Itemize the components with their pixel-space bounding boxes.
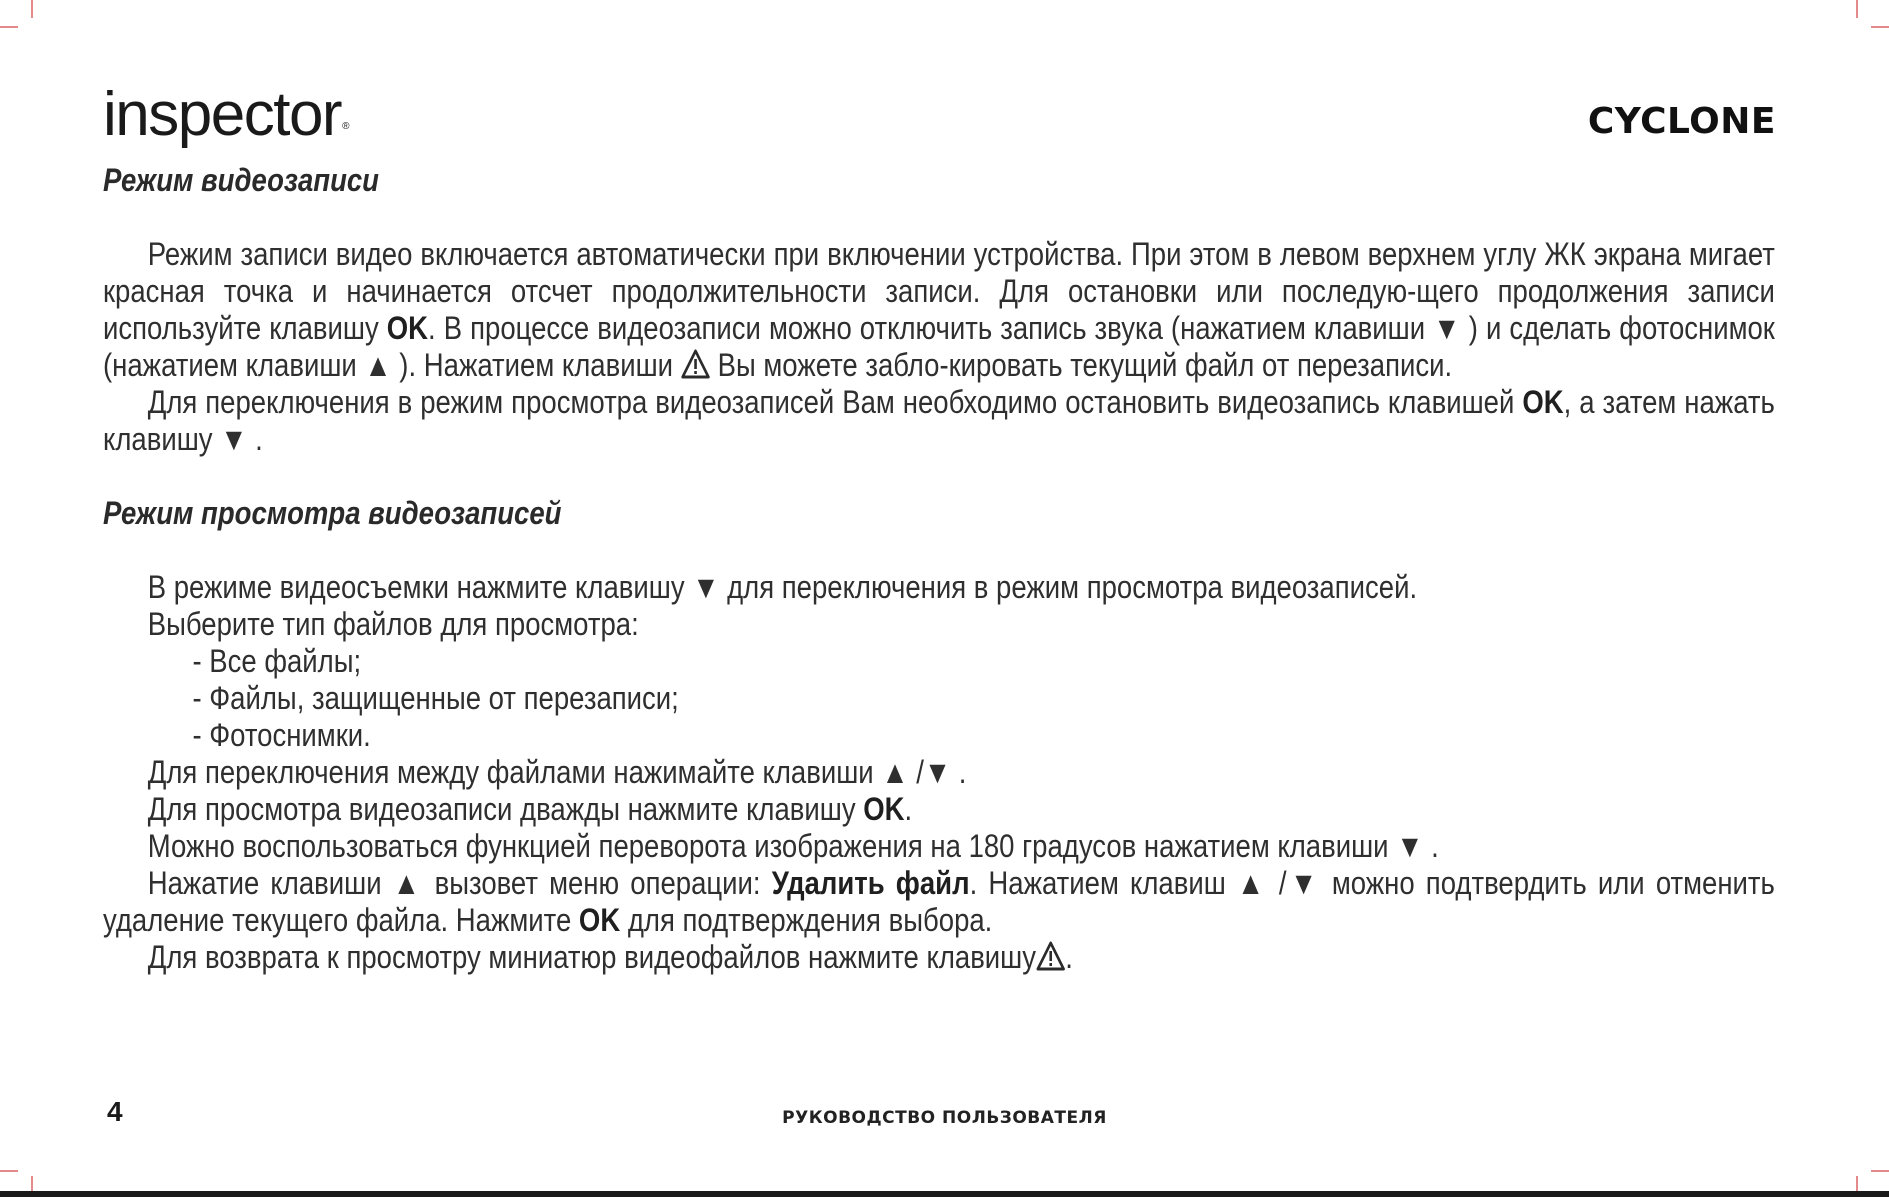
page-number: 4 bbox=[107, 1096, 123, 1127]
ok-key-label: OK bbox=[1522, 384, 1564, 420]
crop-mark-top-left-h bbox=[0, 26, 18, 28]
logo-text: inspector bbox=[103, 80, 342, 149]
footer-manual-title: РУКОВОДСТВО ПОЛЬЗОВАТЕЛЯ bbox=[782, 1108, 1107, 1128]
section-title-video-mode: Режим видеозаписи bbox=[103, 162, 379, 198]
paragraph-delete-file bbox=[103, 865, 1775, 939]
line-rotate-image: Можно воспользоваться функцией переворота изображения на 180 градусов нажатием клавиши ▼ . bbox=[147, 828, 1439, 864]
text: . bbox=[1065, 939, 1073, 975]
inspector-logo bbox=[103, 80, 348, 149]
line-switch-files: Для переключения между файлами нажимайте клавиши ▲ /▼ . bbox=[147, 754, 967, 790]
text: Режим записи видео включается автоматически при включении устройства. При этом в левом верхнем углу ЖК экрана мигает красная точка и начинается отсчет продолжительности записи. Для остановки или последую-щего продолжения записи используйте клавишу bbox=[103, 236, 1775, 346]
crop-mark-bottom-right-v bbox=[1856, 1176, 1858, 1191]
crop-mark-bottom-left-v bbox=[31, 1176, 33, 1191]
text: Для просмотра видеозаписи дважды нажмите клавишу bbox=[147, 791, 864, 827]
crop-mark-bottom-left-h bbox=[0, 1170, 18, 1172]
product-name: CYCLONE bbox=[1587, 101, 1776, 142]
text: . bbox=[904, 791, 913, 827]
logo-registered-mark: ® bbox=[342, 121, 348, 132]
bottom-rule bbox=[0, 1191, 1889, 1197]
section-title-playback-mode: Режим просмотра видеозаписей bbox=[103, 495, 562, 531]
crop-mark-top-right-v bbox=[1856, 0, 1858, 18]
line-enter-playback: В режиме видеосъемки нажмите клавишу ▼ для переключения в режим просмотра видеозаписей. bbox=[147, 569, 1418, 605]
ok-key-label: OK bbox=[386, 310, 429, 346]
crop-mark-bottom-right-h bbox=[1871, 1170, 1889, 1172]
crop-mark-top-left-v bbox=[31, 0, 33, 18]
page-content bbox=[103, 162, 1775, 976]
text: Для возврата к просмотру миниатюр видеофайлов нажмите клавишу bbox=[147, 939, 1037, 975]
text: Нажатие клавиши ▲ вызовет меню операции: bbox=[147, 865, 772, 901]
text: . Нажатием клавиш ▲ /▼ можно подтвердить или отменить удаление текущего файла. Нажмите bbox=[103, 865, 1775, 938]
crop-mark-top-right-h bbox=[1871, 26, 1889, 28]
list-item: - Файлы, защищенные от перезаписи; bbox=[192, 680, 679, 716]
line-play-video bbox=[103, 791, 1775, 828]
text: для подтверждения выбора. bbox=[620, 902, 993, 938]
text: Для переключения в режим просмотра видеозаписей Вам необходимо остановить видеозапись клавишей bbox=[147, 384, 1523, 420]
list-item: - Все файлы; bbox=[192, 643, 362, 679]
paragraph-video-recording bbox=[103, 236, 1775, 384]
ok-key-label: OK bbox=[578, 902, 621, 938]
ok-key-label: OK bbox=[863, 791, 905, 827]
warning-triangle-icon bbox=[1036, 941, 1065, 971]
text: . В процессе видеозаписи можно отключить запись звука (нажатием клавиши ▼ ) и сделать фотоснимок (нажатием клавиши ▲ ). Нажатием клавиши bbox=[103, 310, 1775, 383]
line-return-to-thumbnails bbox=[103, 939, 1775, 976]
text: , а затем нажать клавишу ▼ . bbox=[103, 384, 1775, 457]
delete-file-label: Удалить файл bbox=[771, 865, 970, 901]
warning-triangle-icon bbox=[681, 349, 710, 379]
text: Вы можете забло-кировать текущий файл от перезаписи. bbox=[709, 347, 1453, 383]
paragraph-switch-to-playback bbox=[103, 384, 1775, 458]
list-item: - Фотоснимки. bbox=[192, 717, 371, 753]
line-choose-file-type: Выберите тип файлов для просмотра: bbox=[147, 606, 639, 642]
